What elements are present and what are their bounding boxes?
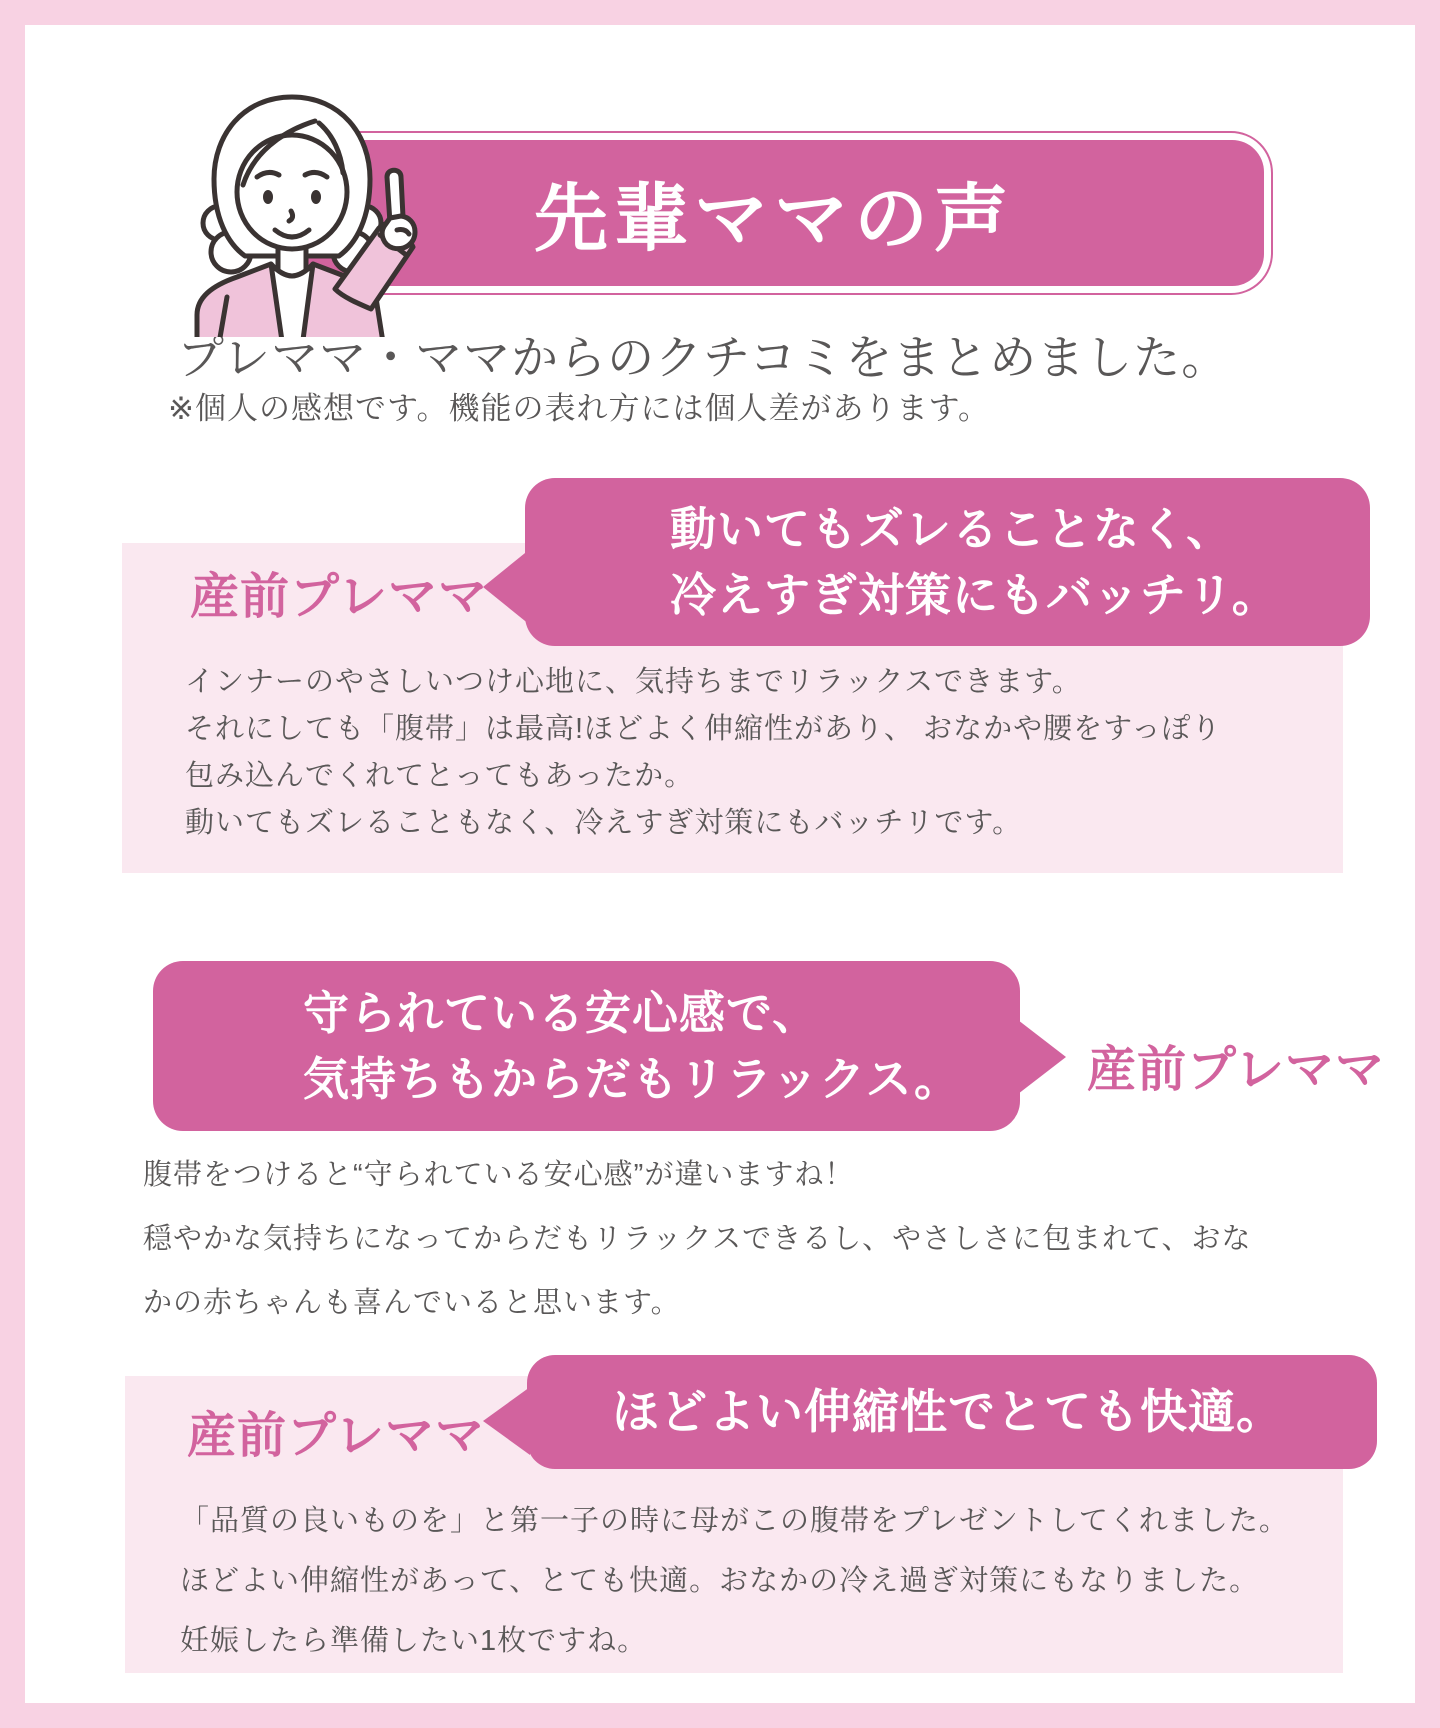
body-line: 妊娠したら準備したい1枚ですね。 <box>180 1625 648 1657</box>
testimonial-2-speech-bubble <box>153 961 1020 1131</box>
testimonial-3-bubble-tail <box>483 1387 530 1455</box>
bubble-line: 守られている安心感で、 <box>303 987 820 1039</box>
bubble-line: 動いてもズレることなく、 <box>670 503 1234 555</box>
testimonial-3-speech-bubble <box>527 1355 1377 1469</box>
testimonial-1-body <box>185 659 1221 847</box>
bubble-line: 気持ちもからだもリラックス。 <box>303 1053 961 1105</box>
body-line: 動いてもズレることもなく、冷えすぎ対策にもバッチリです。 <box>185 807 1023 839</box>
testimonial-1-bubble-tail <box>483 549 530 625</box>
bubble-line: 冷えすぎ対策にもバッチリ。 <box>670 569 1279 621</box>
body-line: ほどよい伸縮性があって、とても快適。おなかの冷え過ぎ対策にもなりました。 <box>180 1565 1260 1597</box>
body-line: インナーのやさしいつけ心地に、気持ちまでリラックスできます。 <box>185 666 1082 698</box>
testimonial-3-body <box>180 1491 1289 1671</box>
testimonial-2-label: 産前プレママ <box>1087 1043 1386 1097</box>
body-line: かの赤ちゃんも喜んでいると思います。 <box>143 1287 681 1319</box>
body-line: 「品質の良いものを」と第一子の時に母がこの腹帯をプレゼントしてくれました。 <box>180 1505 1289 1537</box>
body-line: 腹帯をつけると“守られている安心感”が違いますね！ <box>143 1159 855 1191</box>
bubble-line: ほどよい伸縮性でとても快適。 <box>612 1385 1284 1438</box>
testimonial-2-bubble-tail <box>1018 1020 1066 1094</box>
testimonial-1-speech-bubble <box>525 478 1370 646</box>
intro-subtitle: プレママ・ママからのクチコミをまとめました。 <box>177 331 1230 384</box>
body-line: 穏やかな気持ちになってからだもリラックスできるし、やさしさに包まれて、おな <box>143 1223 1252 1255</box>
testimonial-1-label: 産前プレママ <box>190 570 489 624</box>
testimonial-2-body <box>143 1143 1252 1335</box>
content-area <box>25 25 1415 1703</box>
intro-note: ※個人の感想です。機能の表れ方には個人差があります。 <box>168 391 991 426</box>
testimonial-3-label: 産前プレママ <box>187 1409 486 1463</box>
page-title: 先輩ママの声 <box>534 177 1014 260</box>
senior-mom-pointing-illustration <box>147 65 442 337</box>
body-line: それにしても「腹帯」は最高!ほどよく伸縮性があり、 おなかや腰をすっぽり <box>185 713 1222 745</box>
body-line: 包み込んでくれてとってもあったか。 <box>185 760 695 792</box>
